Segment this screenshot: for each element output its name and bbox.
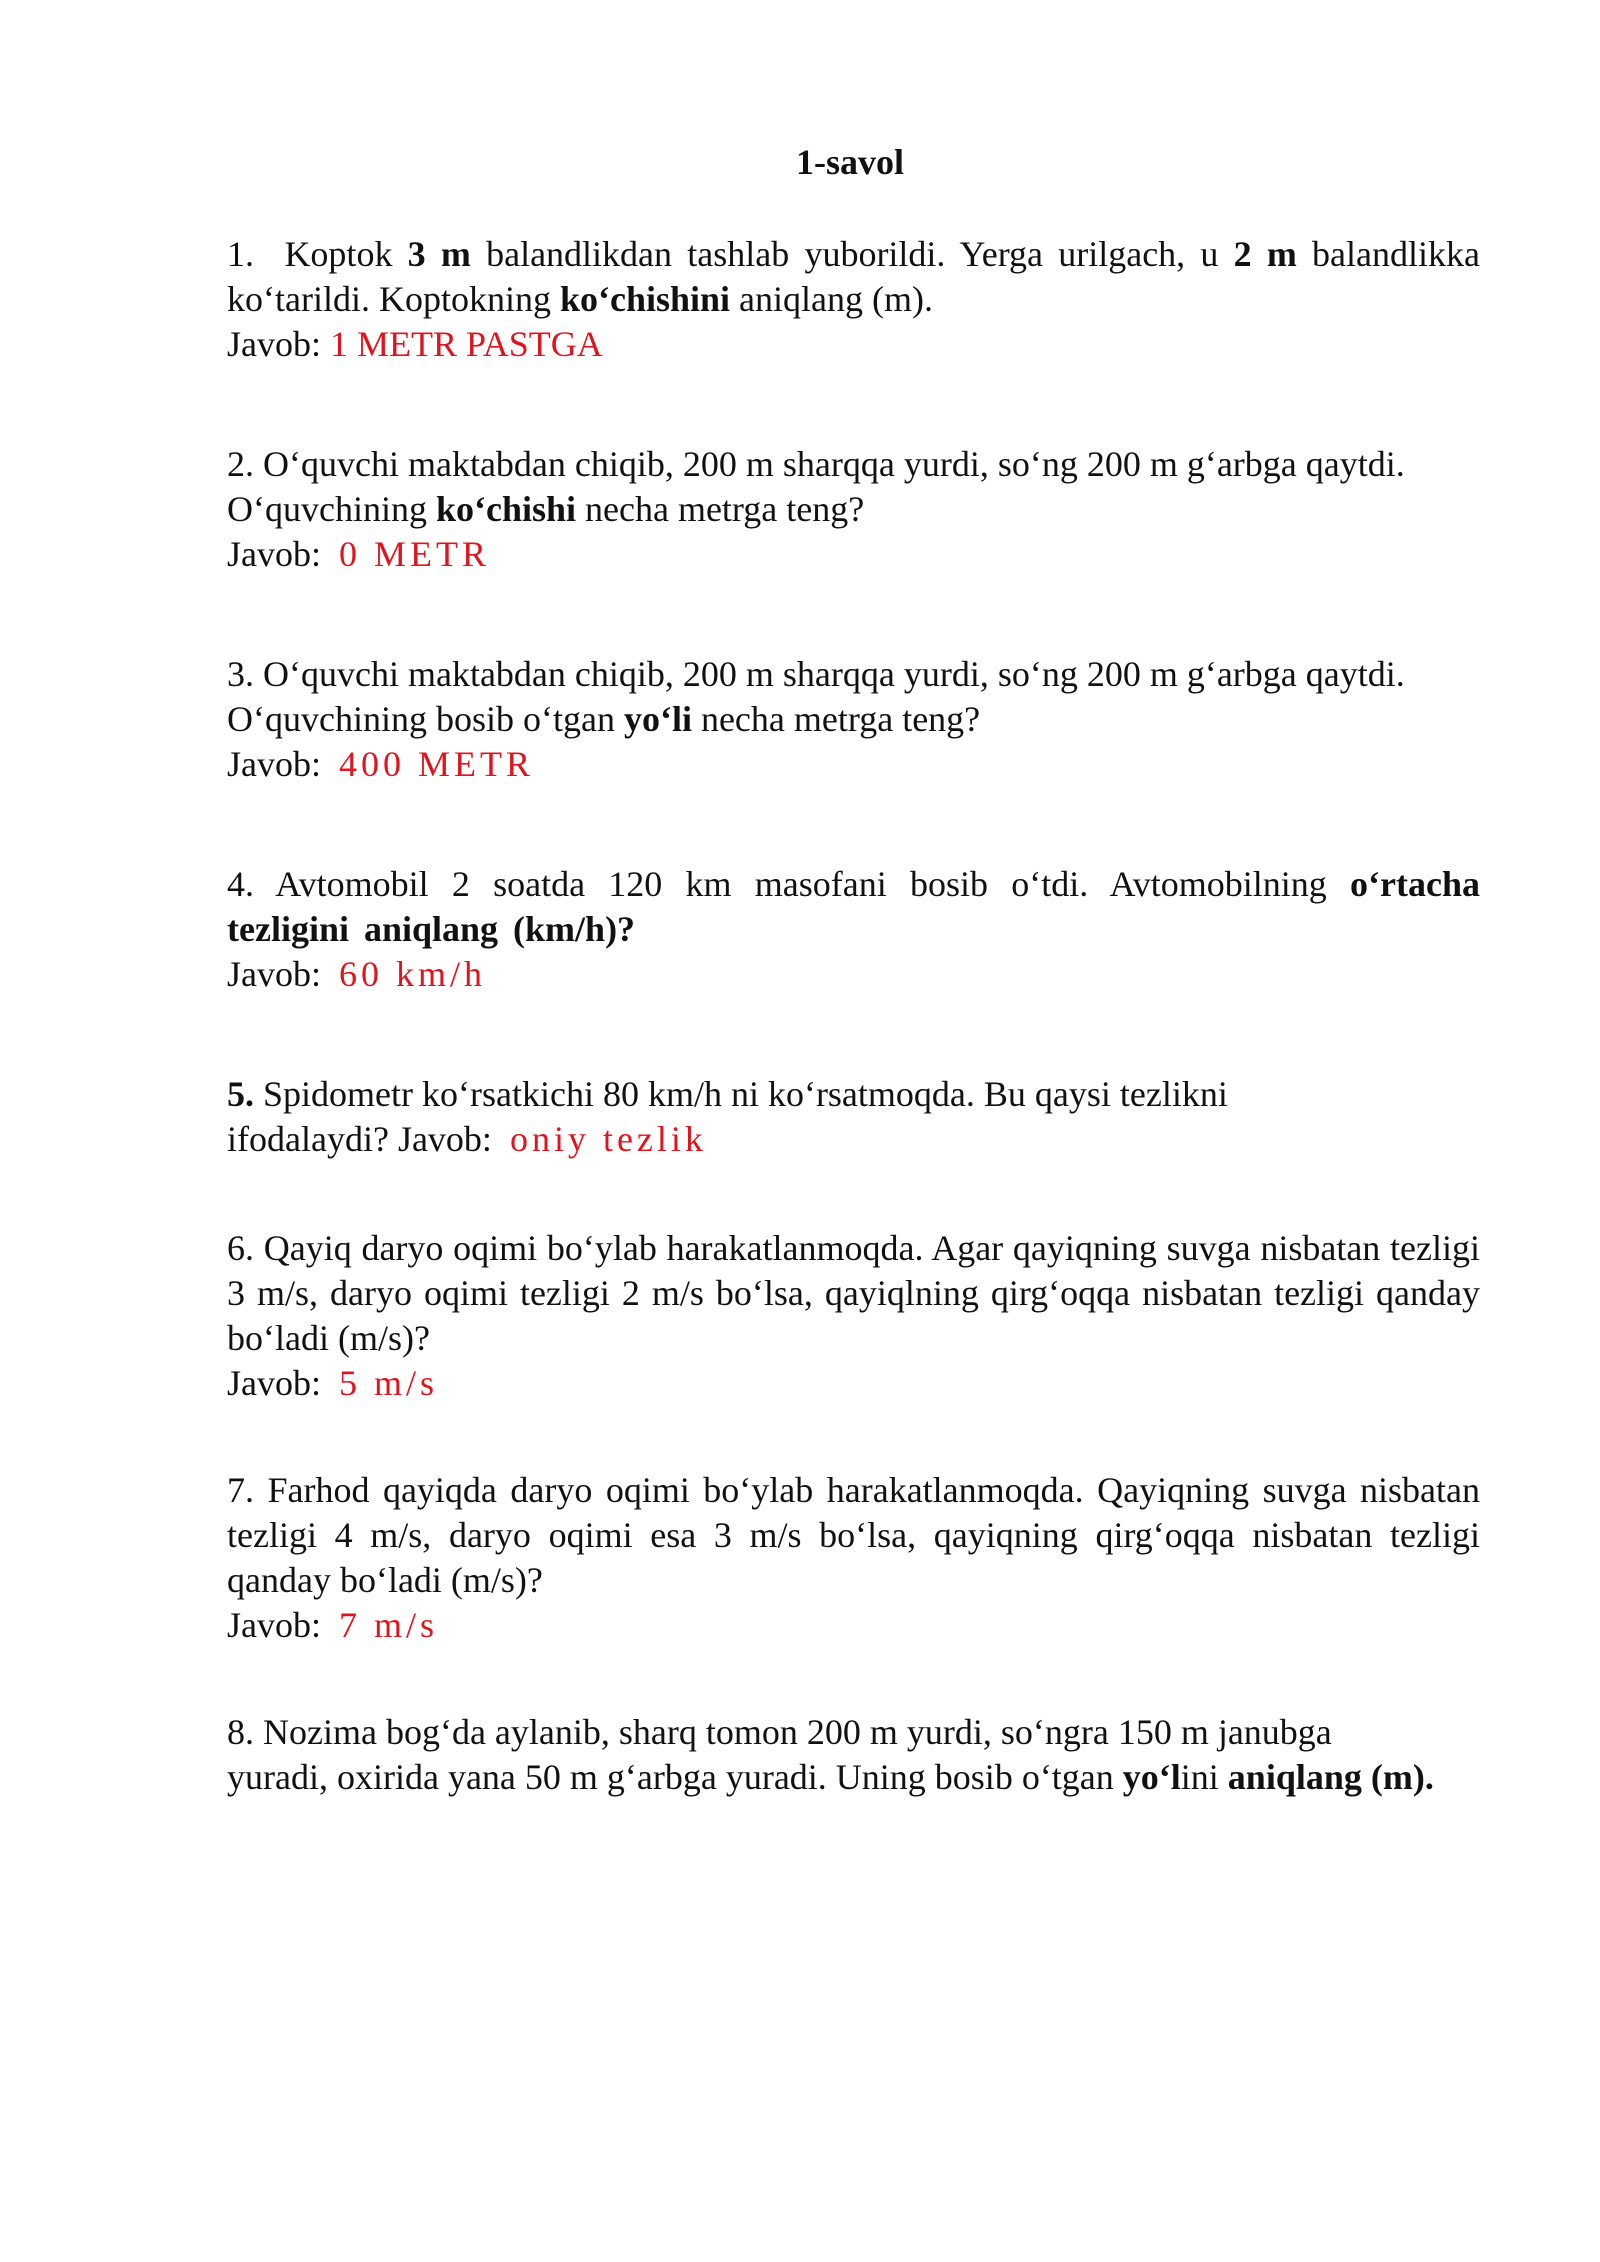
question-3-text: 3. O‘quvchi maktabdan chiqib, 200 m sharqqa yurdi, so‘ng 200 m g‘arbga qaytdi. O‘quvchining bosib o‘tgan yo‘li necha metrga teng?	[227, 654, 1405, 739]
question-5-answer-line: ifodalaydi? Javob: oniy tezlik	[227, 1119, 707, 1159]
question-3-answer: 400 METR	[339, 744, 535, 784]
question-1-text: 1. Koptok 3 m balandlikdan tashlab yuborildi. Yerga urilgach, u 2 m balandlikka ko‘tarildi. Koptokning ko‘chishini aniqlang (m).	[227, 234, 1480, 319]
javob-label: Javob:	[227, 534, 321, 574]
javob-label: Javob:	[227, 1363, 321, 1403]
question-5-answer: oniy tezlik	[509, 1119, 707, 1159]
question-4	[227, 862, 1480, 997]
javob-label: Javob:	[227, 324, 321, 364]
question-8-text: 8. Nozima bog‘da aylanib, sharq tomon 200 m yurdi, so‘ngra 150 m janubga yuradi, oxirida yana 50 m g‘arbga yuradi. Uning bosib o‘tgan yo‘lini aniqlang (m).	[227, 1712, 1434, 1797]
question-1-answer-line	[227, 322, 1480, 367]
question-2-answer-line	[227, 532, 1480, 577]
javob-label: Javob:	[227, 744, 321, 784]
question-6-answer-line	[227, 1361, 1480, 1406]
question-7-answer: 7 m/s	[339, 1605, 439, 1645]
question-4-answer-line	[227, 952, 1480, 997]
question-6-text: 6. Qayiq daryo oqimi bo‘ylab harakatlanmoqda. Agar qayiqning suvga nisbatan tezligi 3 m/s, daryo oqimi tezligi 2 m/s bo‘lsa, qayiqlning qirg‘oqqa nisbatan tezligi qanday bo‘ladi (m/s)?	[227, 1228, 1480, 1358]
question-6-number: 6.	[227, 1228, 254, 1268]
question-8-number: 8.	[227, 1712, 254, 1752]
question-4-number: 4.	[227, 864, 254, 904]
question-4-text: 4. Avtomobil 2 soatda 120 km masofani bosib o‘tdi. Avtomobilning o‘rtacha tezligini aniqlang (km/h)?	[227, 864, 1481, 949]
question-4-answer: 60 km/h	[339, 954, 487, 994]
question-1-answer: 1 METR PASTGA	[330, 324, 603, 364]
question-6	[227, 1226, 1480, 1406]
question-7-number: 7.	[227, 1470, 254, 1510]
question-1-number: 1.	[227, 234, 254, 274]
question-3	[227, 652, 1480, 787]
question-3-number: 3.	[227, 654, 254, 694]
question-5-number: 5.	[227, 1074, 254, 1114]
question-5	[227, 1072, 1480, 1162]
question-1	[227, 232, 1480, 367]
question-6-answer: 5 m/s	[339, 1363, 439, 1403]
question-7	[227, 1468, 1480, 1648]
question-7-answer-line	[227, 1603, 1480, 1648]
question-3-answer-line	[227, 742, 1480, 787]
question-2	[227, 442, 1480, 577]
question-2-answer: 0 METR	[339, 534, 491, 574]
question-2-number: 2.	[227, 444, 254, 484]
question-5-text: 5. Spidometr ko‘rsatkichi 80 km/h ni ko‘rsatmoqda. Bu qaysi tezlikni	[227, 1074, 1228, 1114]
page-title: 1-savol	[796, 142, 904, 182]
question-8	[227, 1710, 1437, 1800]
question-7-text: 7. Farhod qayiqda daryo oqimi bo‘ylab harakatlanmoqda. Qayiqning suvga nisbatan tezligi 4 m/s, daryo oqimi esa 3 m/s bo‘lsa, qayiqning qirg‘oqqa nisbatan tezligi qanday bo‘ladi (m/s)?	[227, 1470, 1481, 1600]
question-2-text: 2. O‘quvchi maktabdan chiqib, 200 m sharqqa yurdi, so‘ng 200 m g‘arbga qaytdi. O‘quvchining ko‘chishi necha metrga teng?	[227, 444, 1405, 529]
javob-label: Javob:	[227, 1605, 321, 1645]
javob-label: Javob:	[227, 954, 321, 994]
javob-label: Javob:	[397, 1119, 492, 1159]
